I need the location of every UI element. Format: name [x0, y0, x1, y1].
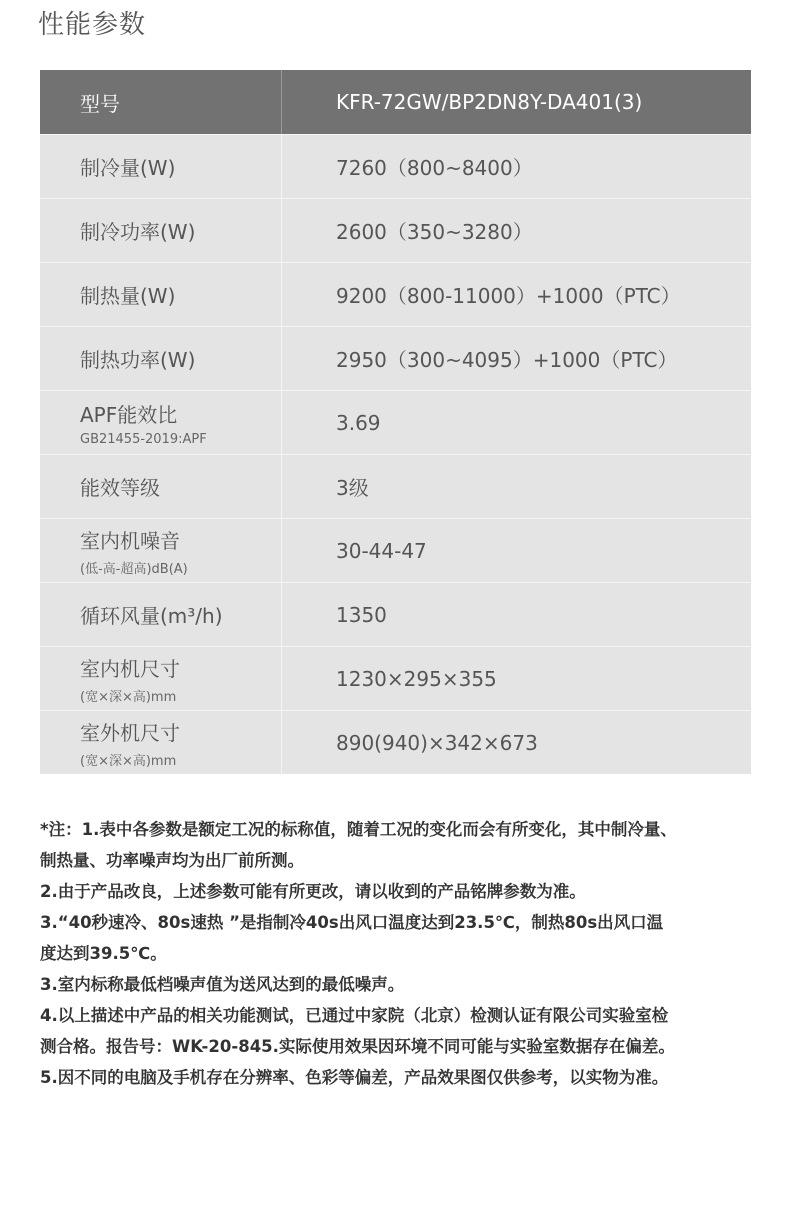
- note-line: 4.以上描述中产品的相关功能测试，已通过中家院（北京）检测认证有限公司实验室检: [40, 1006, 669, 1025]
- row-label-text: 制冷量(W): [80, 156, 176, 180]
- page-title: 性能参数: [38, 10, 147, 40]
- row-label-subtext: (低-高-超高)dB(A): [80, 561, 188, 577]
- row-label: [40, 583, 282, 646]
- footnotes: [40, 814, 770, 1093]
- row-label-subtext: (宽×深×高)mm: [80, 689, 177, 705]
- note-line: 5.因不同的电脑及手机存在分辨率、色彩等偏差，产品效果图仅供参考，以实物为准。: [40, 1068, 669, 1087]
- table-row: [40, 582, 751, 646]
- table-row: [40, 390, 751, 454]
- header-model-value: KFR-72GW/BP2DN8Y-DA401(3): [336, 90, 643, 114]
- table-header-row: [40, 70, 751, 134]
- note-line: 度达到39.5℃。: [40, 944, 167, 963]
- note-line: 2.由于产品改良，上述参数可能有所更改，请以收到的产品铭牌参数为准。: [40, 882, 586, 901]
- row-label: [40, 263, 282, 326]
- table-row: [40, 262, 751, 326]
- note-line: 制热量、功率噪声均为出厂前所测。: [40, 851, 304, 870]
- note-line: 测合格。报告号：WK-20-845.实际使用效果因环境不同可能与实验室数据存在偏差。: [40, 1037, 675, 1056]
- row-label-text: APF能效比: [80, 402, 178, 427]
- row-label-text: 制热功率(W): [80, 348, 196, 372]
- table-row: [40, 710, 751, 774]
- note-line: 3.室内标称最低档噪声值为送风达到的最低噪声。: [40, 975, 405, 994]
- table-row: [40, 134, 751, 198]
- row-label-subtext: (宽×深×高)mm: [80, 753, 177, 769]
- note-line: 3.“40秒速冷、80s速热 ”是指制冷40s出风口温度达到23.5℃，制热80s出风口温: [40, 913, 664, 932]
- table-row: [40, 198, 751, 262]
- row-label-text: 能效等级: [80, 476, 160, 500]
- row-label: [40, 647, 282, 710]
- row-label: [40, 711, 282, 774]
- row-label-text: 室外机尺寸: [80, 720, 180, 745]
- row-label: [40, 391, 282, 454]
- row-label-text: 循环风量(m³/h): [80, 604, 223, 628]
- table-row: [40, 646, 751, 710]
- table-row: [40, 326, 751, 390]
- row-value: 1230×295×355: [336, 666, 497, 691]
- note-line: *注：1.表中各参数是额定工况的标称值，随着工况的变化而会有所变化，其中制冷量、: [40, 820, 677, 839]
- row-value: 1350: [336, 602, 387, 627]
- row-value: 890(940)×342×673: [336, 730, 538, 755]
- row-label-text: 室内机尺寸: [80, 656, 180, 681]
- row-label: [40, 519, 282, 582]
- row-label: [40, 327, 282, 390]
- row-value: 7260（800~8400）: [336, 156, 533, 180]
- header-label: 型号: [40, 70, 282, 134]
- row-value: 2950（300~4095）+1000（PTC）: [336, 348, 678, 372]
- row-value: 3.69: [336, 410, 381, 435]
- row-value: 3级: [336, 476, 369, 500]
- row-value: 2600（350~3280）: [336, 220, 533, 244]
- row-label: [40, 199, 282, 262]
- row-label-text: 制热量(W): [80, 284, 176, 308]
- spec-table: [40, 70, 751, 774]
- table-row: [40, 518, 751, 582]
- row-label-text: 制冷功率(W): [80, 220, 196, 244]
- row-label-subtext: GB21455-2019:APF: [80, 431, 207, 447]
- row-label-text: 室内机噪音: [80, 528, 180, 553]
- row-label: [40, 135, 282, 198]
- row-value: 30-44-47: [336, 538, 427, 563]
- row-label: [40, 455, 282, 518]
- table-row: [40, 454, 751, 518]
- row-value: 9200（800-11000）+1000（PTC）: [336, 284, 681, 308]
